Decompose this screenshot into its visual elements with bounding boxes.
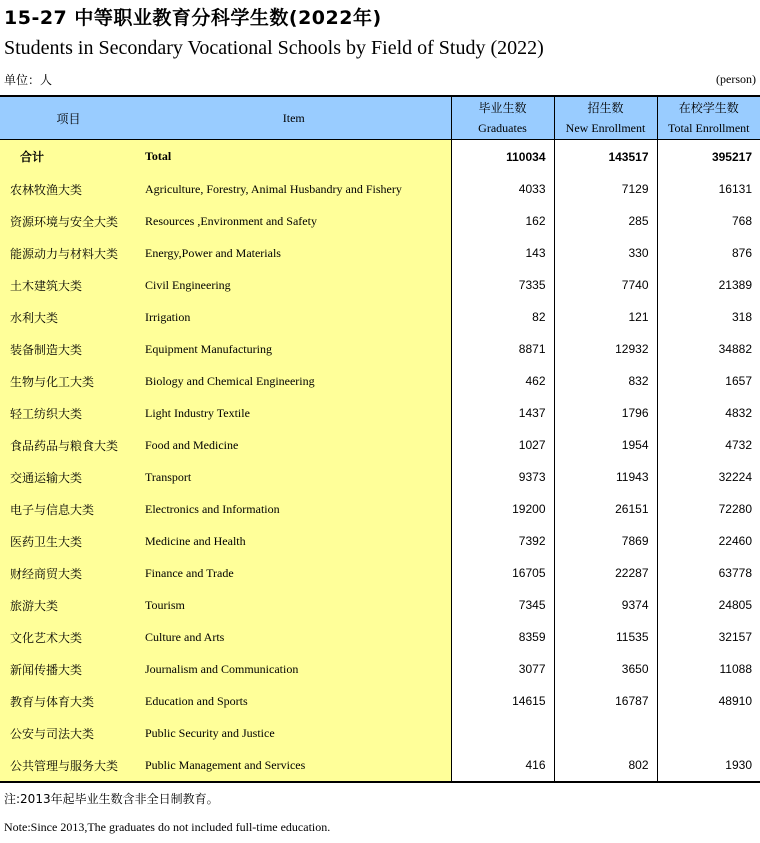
footnote-cn: 注:2013年起毕业生数含非全日制教育。	[4, 792, 219, 806]
row-new-enrollment: 1954	[554, 429, 657, 461]
row-item-cn: 医药卫生大类	[0, 525, 137, 557]
table-row	[0, 269, 760, 301]
header-new-enrollment	[554, 96, 657, 140]
row-new-enrollment: 7129	[554, 173, 657, 205]
table-row	[0, 653, 760, 685]
row-graduates: 416	[451, 749, 554, 782]
row-item-en: Civil Engineering	[137, 269, 451, 301]
row-total-enrollment: 63778	[657, 557, 760, 589]
row-graduates: 8871	[451, 333, 554, 365]
row-total-enrollment: 4832	[657, 397, 760, 429]
row-graduates: 4033	[451, 173, 554, 205]
row-total-enrollment: 48910	[657, 685, 760, 717]
table-row	[0, 365, 760, 397]
row-item-cn: 轻工纺织大类	[0, 397, 137, 429]
table-row	[0, 173, 760, 205]
table-row	[0, 621, 760, 653]
row-item-en: Medicine and Health	[137, 525, 451, 557]
table-row	[0, 525, 760, 557]
table-row	[0, 493, 760, 525]
row-graduates: 1027	[451, 429, 554, 461]
table-row	[0, 397, 760, 429]
row-graduates	[451, 717, 554, 749]
row-graduates: 9373	[451, 461, 554, 493]
row-total-enrollment: 1657	[657, 365, 760, 397]
header-graduates-en: Graduates	[478, 121, 527, 135]
row-graduates: 143	[451, 237, 554, 269]
students-by-field-table	[0, 95, 760, 783]
row-item-cn: 新闻传播大类	[0, 653, 137, 685]
row-graduates: 162	[451, 205, 554, 237]
row-graduates: 7392	[451, 525, 554, 557]
row-item-en: Equipment Manufacturing	[137, 333, 451, 365]
row-item-cn: 食品药品与粮食大类	[0, 429, 137, 461]
row-item-cn: 能源动力与材料大类	[0, 237, 137, 269]
row-graduates: 8359	[451, 621, 554, 653]
row-total-enrollment: 21389	[657, 269, 760, 301]
row-new-enrollment: 12932	[554, 333, 657, 365]
row-new-enrollment: 11943	[554, 461, 657, 493]
table-row	[0, 749, 760, 782]
row-item-en: Total	[137, 140, 451, 174]
header-graduates-cn: 毕业生数	[478, 101, 527, 115]
row-new-enrollment: 832	[554, 365, 657, 397]
header-total-enrollment-cn: 在校学生数	[678, 101, 739, 115]
row-item-cn: 财经商贸大类	[0, 557, 137, 589]
row-new-enrollment: 11535	[554, 621, 657, 653]
table-row	[0, 717, 760, 749]
row-item-cn: 教育与体育大类	[0, 685, 137, 717]
table-row	[0, 429, 760, 461]
row-item-en: Electronics and Information	[137, 493, 451, 525]
row-graduates: 7345	[451, 589, 554, 621]
row-item-cn: 农林牧渔大类	[0, 173, 137, 205]
row-graduates: 19200	[451, 493, 554, 525]
header-total-enrollment	[657, 96, 760, 140]
row-graduates: 110034	[451, 140, 554, 174]
table-row	[0, 301, 760, 333]
row-total-enrollment: 395217	[657, 140, 760, 174]
row-total-enrollment: 318	[657, 301, 760, 333]
row-total-enrollment: 16131	[657, 173, 760, 205]
row-item-en: Culture and Arts	[137, 621, 451, 653]
unit-label-en: (person)	[716, 72, 756, 86]
row-total-enrollment: 32157	[657, 621, 760, 653]
row-item-en: Agriculture, Forestry, Animal Husbandry and Fishery	[137, 173, 451, 205]
row-item-cn: 公共管理与服务大类	[0, 749, 137, 782]
row-item-en: Journalism and Communication	[137, 653, 451, 685]
row-new-enrollment: 7869	[554, 525, 657, 557]
row-graduates: 1437	[451, 397, 554, 429]
unit-label-cn: 单位：人	[4, 73, 53, 87]
row-graduates: 82	[451, 301, 554, 333]
page-title-en: Students in Secondary Vocational Schools by Field of Study (2022)	[4, 37, 544, 59]
row-new-enrollment: 121	[554, 301, 657, 333]
row-item-en: Tourism	[137, 589, 451, 621]
row-item-cn: 生物与化工大类	[0, 365, 137, 397]
row-new-enrollment: 22287	[554, 557, 657, 589]
header-total-enrollment-en: Total Enrollment	[668, 121, 750, 135]
row-item-en: Energy,Power and Materials	[137, 237, 451, 269]
table-row	[0, 333, 760, 365]
row-total-enrollment: 876	[657, 237, 760, 269]
row-item-en: Transport	[137, 461, 451, 493]
table-row	[0, 685, 760, 717]
row-item-cn: 电子与信息大类	[0, 493, 137, 525]
row-total-enrollment: 4732	[657, 429, 760, 461]
row-total-enrollment: 768	[657, 205, 760, 237]
table-header-row	[0, 96, 760, 140]
header-new-enrollment-en: New Enrollment	[565, 121, 646, 135]
table-row	[0, 557, 760, 589]
header-new-enrollment-cn: 招生数	[587, 101, 624, 115]
header-item-en: Item	[137, 96, 451, 140]
row-total-enrollment: 1930	[657, 749, 760, 782]
row-new-enrollment: 7740	[554, 269, 657, 301]
row-new-enrollment: 3650	[554, 653, 657, 685]
row-graduates: 14615	[451, 685, 554, 717]
page-title-cn: 15-27 中等职业教育分科学生数(2022年)	[4, 7, 382, 29]
row-new-enrollment: 26151	[554, 493, 657, 525]
row-item-cn: 公安与司法大类	[0, 717, 137, 749]
row-item-en: Public Security and Justice	[137, 717, 451, 749]
row-new-enrollment: 16787	[554, 685, 657, 717]
row-item-en: Light Industry Textile	[137, 397, 451, 429]
row-graduates: 7335	[451, 269, 554, 301]
row-item-en: Education and Sports	[137, 685, 451, 717]
row-new-enrollment: 285	[554, 205, 657, 237]
table-row	[0, 461, 760, 493]
table-body	[0, 140, 760, 783]
table-row	[0, 205, 760, 237]
footnote-en: Note:Since 2013,The graduates do not included full-time education.	[4, 820, 331, 834]
table-row-total	[0, 140, 760, 174]
row-item-cn: 交通运输大类	[0, 461, 137, 493]
row-new-enrollment: 143517	[554, 140, 657, 174]
header-item-cn: 项目	[0, 96, 137, 140]
row-item-en: Food and Medicine	[137, 429, 451, 461]
row-item-cn: 装备制造大类	[0, 333, 137, 365]
row-total-enrollment: 22460	[657, 525, 760, 557]
header-graduates	[451, 96, 554, 140]
row-new-enrollment: 1796	[554, 397, 657, 429]
row-graduates: 16705	[451, 557, 554, 589]
row-total-enrollment	[657, 717, 760, 749]
row-new-enrollment	[554, 717, 657, 749]
row-item-cn: 水利大类	[0, 301, 137, 333]
row-item-cn: 文化艺术大类	[0, 621, 137, 653]
row-new-enrollment: 330	[554, 237, 657, 269]
row-total-enrollment: 32224	[657, 461, 760, 493]
row-item-en: Biology and Chemical Engineering	[137, 365, 451, 397]
row-total-enrollment: 72280	[657, 493, 760, 525]
row-item-cn: 合计	[0, 140, 137, 174]
row-graduates: 462	[451, 365, 554, 397]
row-item-cn: 资源环境与安全大类	[0, 205, 137, 237]
row-item-en: Irrigation	[137, 301, 451, 333]
row-item-en: Public Management and Services	[137, 749, 451, 782]
row-item-en: Resources ,Environment and Safety	[137, 205, 451, 237]
row-new-enrollment: 802	[554, 749, 657, 782]
row-new-enrollment: 9374	[554, 589, 657, 621]
row-total-enrollment: 11088	[657, 653, 760, 685]
table-row	[0, 589, 760, 621]
row-total-enrollment: 34882	[657, 333, 760, 365]
row-total-enrollment: 24805	[657, 589, 760, 621]
row-item-en: Finance and Trade	[137, 557, 451, 589]
row-item-cn: 土木建筑大类	[0, 269, 137, 301]
row-item-cn: 旅游大类	[0, 589, 137, 621]
row-graduates: 3077	[451, 653, 554, 685]
table-row	[0, 237, 760, 269]
